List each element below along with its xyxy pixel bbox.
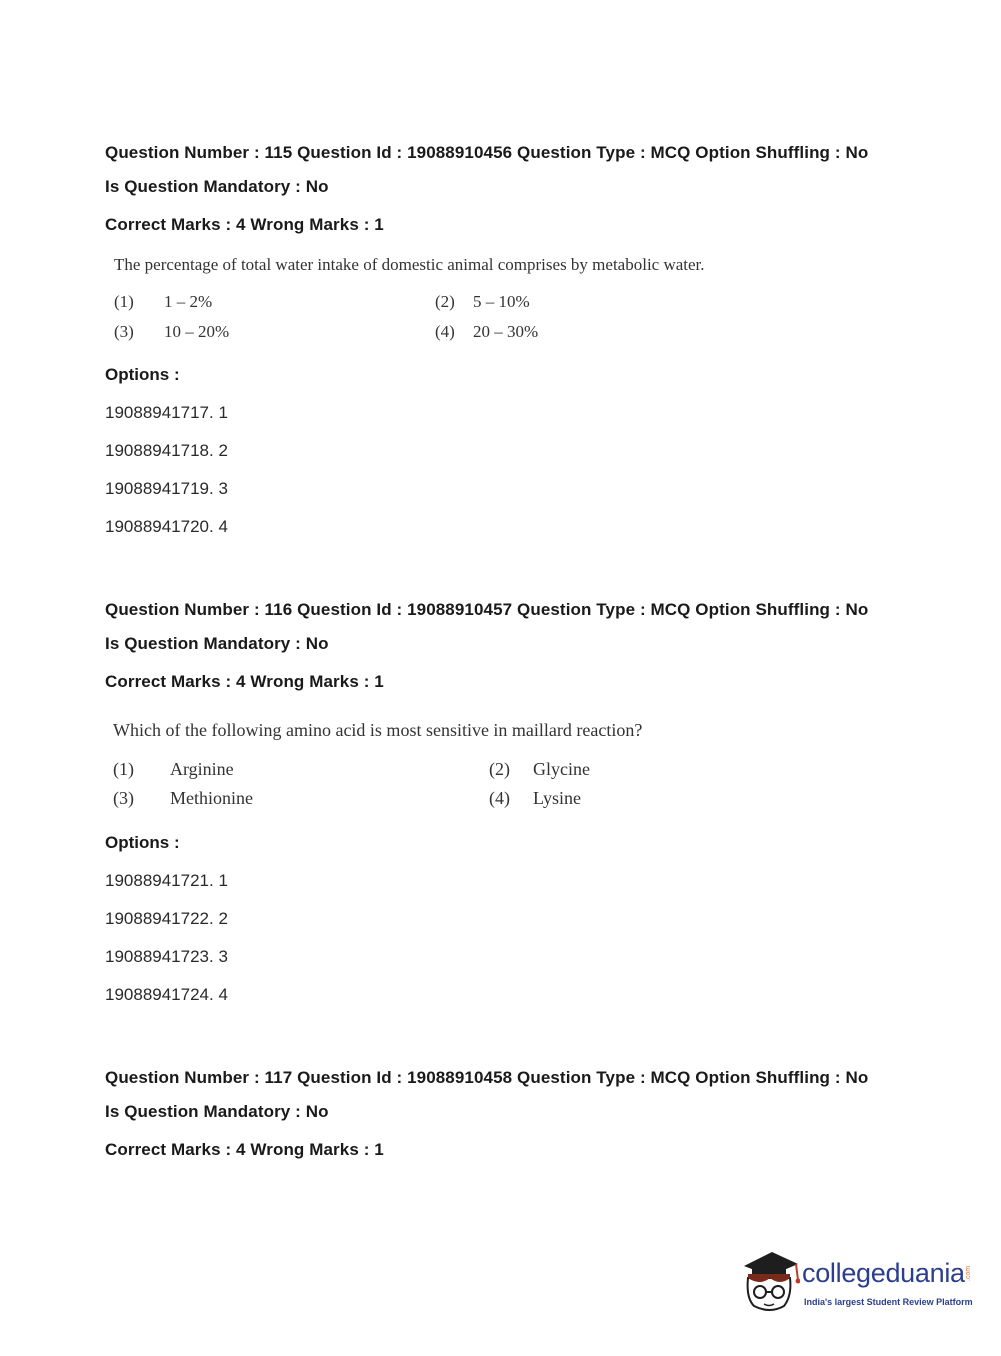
- option-item: 19088941718. 2: [105, 441, 228, 460]
- question-115-options-label: Options :: [105, 365, 180, 384]
- choice-number: (2): [489, 759, 510, 779]
- collegeduania-logo[interactable]: [740, 1248, 973, 1318]
- question-115-header: Question Number : 115 Question Id : 19088910456 Question Type : MCQ Option Shuffling : No: [105, 143, 869, 162]
- choice-number: (3): [114, 322, 134, 341]
- question-117-header: Question Number : 117 Question Id : 19088910458 Question Type : MCQ Option Shuffling : No: [105, 1068, 869, 1087]
- question-115-marks: Correct Marks : 4 Wrong Marks : 1: [105, 215, 384, 234]
- choice-text: 20 – 30%: [473, 322, 539, 341]
- option-item: 19088941717. 1: [105, 403, 228, 422]
- choice-text: 5 – 10%: [473, 292, 530, 311]
- question-116-marks: Correct Marks : 4 Wrong Marks : 1: [105, 672, 384, 691]
- choice-text: 1 – 2%: [164, 292, 213, 311]
- logo-suffix: .com: [965, 1265, 973, 1282]
- mascot-icon: [740, 1248, 800, 1318]
- question-115-mandatory: Is Question Mandatory : No: [105, 177, 329, 196]
- question-115-choice-3: [114, 322, 229, 342]
- question-115-choice-4: [435, 322, 538, 342]
- question-116-choice-2: [489, 759, 590, 780]
- question-115-text: The percentage of total water intake of domestic animal comprises by metabolic water.: [114, 255, 705, 274]
- choice-text: Glycine: [533, 759, 590, 779]
- option-item: 19088941720. 4: [105, 517, 228, 536]
- question-116-choice-3: [113, 788, 253, 809]
- question-115-choice-2: [435, 292, 530, 312]
- choice-text: Methionine: [170, 788, 253, 808]
- option-item: 19088941722. 2: [105, 909, 228, 928]
- option-item: 19088941721. 1: [105, 871, 228, 890]
- question-116-header: Question Number : 116 Question Id : 19088910457 Question Type : MCQ Option Shuffling : No: [105, 600, 869, 619]
- question-116-options-label: Options :: [105, 833, 180, 852]
- choice-number: (2): [435, 292, 455, 311]
- choice-number: (1): [113, 759, 134, 779]
- question-115-choice-1: [114, 292, 212, 312]
- choice-text: 10 – 20%: [164, 322, 230, 341]
- choice-text: Arginine: [170, 759, 234, 779]
- choice-number: (4): [489, 788, 510, 808]
- question-117-mandatory: Is Question Mandatory : No: [105, 1102, 329, 1121]
- question-116-text: Which of the following amino acid is most sensitive in maillard reaction?: [113, 720, 643, 740]
- question-117-marks: Correct Marks : 4 Wrong Marks : 1: [105, 1140, 384, 1159]
- logo-wordmark: collegeduania: [802, 1258, 965, 1288]
- choice-text: Lysine: [533, 788, 581, 808]
- question-116-choice-4: [489, 788, 581, 809]
- choice-number: (4): [435, 322, 455, 341]
- choice-number: (1): [114, 292, 134, 311]
- logo-tagline: India's largest Student Review Platform: [804, 1297, 973, 1307]
- question-116-mandatory: Is Question Mandatory : No: [105, 634, 329, 653]
- option-item: 19088941723. 3: [105, 947, 228, 966]
- choice-number: (3): [113, 788, 134, 808]
- option-item: 19088941724. 4: [105, 985, 228, 1004]
- question-116-choice-1: [113, 759, 234, 780]
- option-item: 19088941719. 3: [105, 479, 228, 498]
